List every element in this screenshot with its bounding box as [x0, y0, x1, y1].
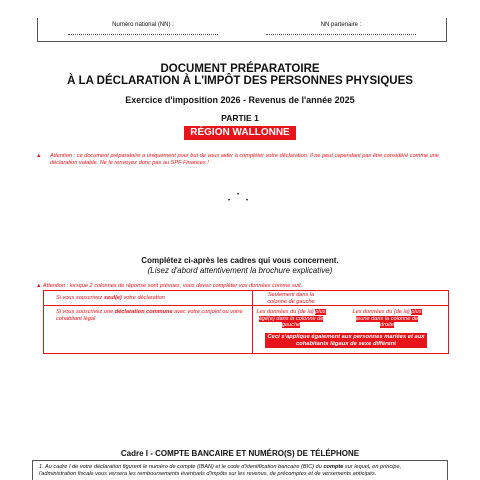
separate-declaration-label — [56, 295, 246, 302]
text: votre déclaration — [121, 295, 165, 301]
text-bold: déclaration commune — [114, 309, 173, 315]
text-bold: seul(e) — [103, 295, 122, 301]
national-number-field[interactable] — [68, 22, 218, 35]
cadre-1-title: Cadre I - COMPTE BANCAIRE ET NUMÉRO(S) DE TÉLÉPHONE — [120, 449, 360, 458]
text: Les données du (de la) — [256, 309, 314, 315]
partner-number-field[interactable] — [266, 22, 416, 35]
text-bold: compte — [323, 464, 344, 470]
partner-number-label: NN partenaire : — [320, 22, 362, 28]
dot: • — [237, 192, 240, 198]
dot: • — [228, 198, 231, 204]
text: sur lequel, en principe, l'administration fiscale vous versera les remboursements éventuels d'impôts sur les revenus, de précomptes et de versements anticipés. — [39, 464, 402, 477]
national-number-label: Numéro national (NN) : — [112, 22, 174, 28]
warning-icon: ▲ — [36, 283, 42, 289]
table-divider — [44, 305, 448, 306]
warning-text: Attention : lorsque 2 colonnes de réponse sont prévues, vous devez compléter vos données comme suit. — [42, 283, 303, 289]
text: 1. Au cadre I de votre déclaration figurent le numéro de compte (IBAN) et le code d'identification bancaire (BIC) du — [39, 464, 324, 470]
highlight-text: plus âgé(e) dans la colonne de gauche — [258, 309, 326, 328]
exercise-year: Exercice d'imposition 2026 - Revenus de l'année 2025 — [125, 95, 355, 105]
document-title-line2: À LA DÉCLARATION À L'IMPÔT DES PERSONNES PHYSIQUES — [67, 75, 413, 87]
text: Si vous souscrivez une — [56, 309, 115, 315]
cadre-1-box — [32, 460, 448, 480]
younger-partner-column — [349, 309, 425, 329]
column-instructions-table — [43, 290, 449, 354]
instructions-subheading — [0, 266, 480, 275]
joint-declaration-label — [56, 309, 246, 322]
text: avec votre conjoint ou votre cohabitant légal — [56, 309, 243, 322]
separate-column-info: Seulement dans la colonne de gauche — [267, 292, 315, 305]
table-divider — [252, 291, 253, 353]
part-label: PARTIE 1 — [221, 113, 259, 123]
warning-columns — [36, 283, 456, 290]
document-title-line1: DOCUMENT PRÉPARATOIRE — [160, 63, 320, 75]
national-number-box — [37, 18, 447, 42]
warning-icon: ▲ — [36, 153, 42, 159]
dot: • — [246, 198, 249, 204]
text: Si vous souscrivez — [56, 295, 104, 301]
region-badge: RÉGION WALLONNE — [184, 126, 296, 140]
older-partner-column — [256, 309, 326, 329]
instructions-subheading-text: (Lisez d'abord attentivement la brochure explicative) — [147, 266, 333, 275]
cadre-1-text — [39, 464, 439, 478]
warning-text: Attention : ce document préparatoire a uniquement pour but de vous aider à compléter votre déclaration. Il ne peut cependant pas être considéré comme une déclaration valable. Ne le renvoyez donc pas au SPF Finances ! — [50, 153, 440, 166]
partner-number-line — [266, 34, 416, 35]
national-number-line — [68, 34, 218, 35]
text: Les données du (de la) — [352, 309, 410, 315]
same-sex-note: Ceci s'applique également aux personnes mariées et aux cohabitants légaux de sexe différent — [265, 333, 427, 348]
highlight-text: plus jeune dans la colonne de droite — [355, 309, 422, 328]
instructions-heading: Complétez ci-après les cadres qui vous concernent. — [141, 256, 339, 265]
decorative-dots — [228, 192, 252, 204]
